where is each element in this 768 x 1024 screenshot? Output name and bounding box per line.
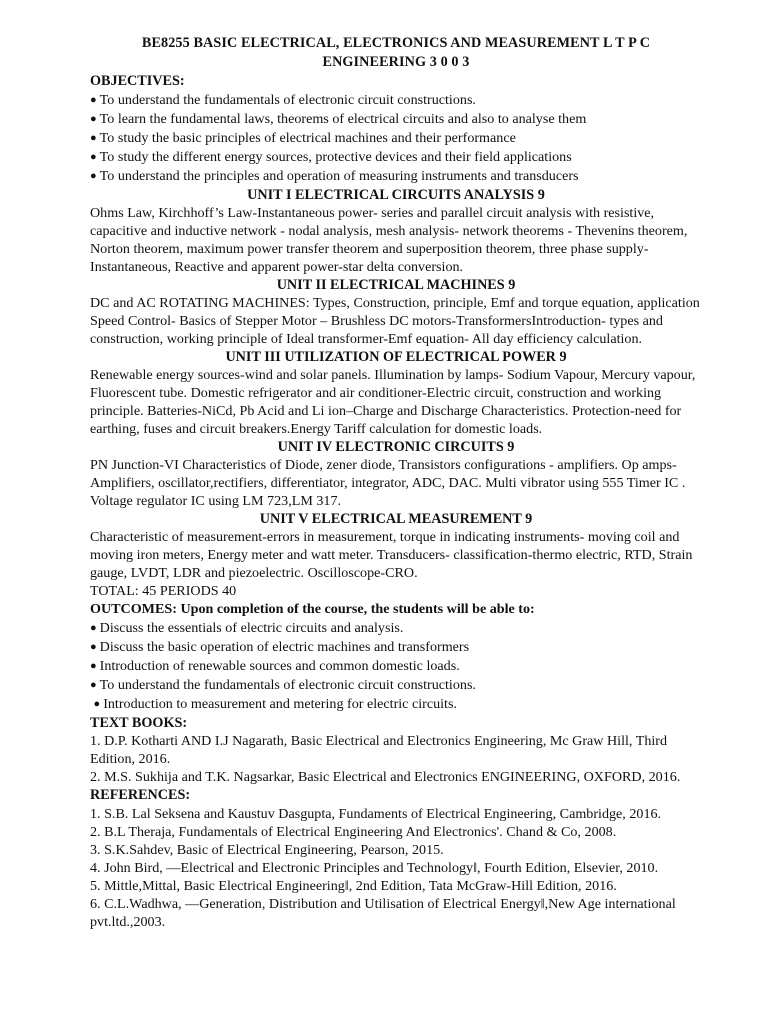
objectives-list	[90, 91, 702, 186]
bullet-icon: ●	[90, 150, 97, 163]
references-heading: REFERENCES:	[90, 787, 191, 803]
outcomes-intro: Upon completion of the course, the students will be able to:	[176, 600, 535, 617]
bullet-icon: ●	[90, 621, 97, 634]
reference-item: 2. B.L Theraja, Fundamentals of Electrical Engineering And Electronics'. Chand & Co, 2008.	[90, 823, 617, 840]
bullet-icon: ●	[90, 93, 97, 106]
list-item	[90, 619, 702, 638]
unit-1-content: Ohms Law, Kirchhoff’s Law-Instantaneous power- series and parallel circuit analysis with resistive, capacitive and inductive network - nodal analysis, mesh analysis- network theorems - Thevenins theorem, Norton theorem, maximum power transfer theorem and superposition theorem, three phase supply-Instantaneous, Reactive and apparent power-star delta conversion.	[90, 204, 688, 275]
list-item-text: Introduction of renewable sources and common domestic loads.	[99, 657, 460, 674]
unit-2-content: DC and AC ROTATING MACHINES: Types, Construction, principle, Emf and torque equation, application Speed Control- Basics of Stepper Motor – Brushless DC motors-TransformersIntroduction- types and construction, working principle of Ideal transformer-Emf equation- All day efficiency calculation.	[90, 294, 700, 347]
reference-item: 4. John Bird, ―Electrical and Electronic Principles and Technology‖, Fourth Edition, Elsevier, 2010.	[90, 859, 659, 876]
reference-item: 1. S.B. Lal Seksena and Kaustuv Dasgupta, Fundaments of Electrical Engineering, Cambridge, 2016.	[90, 805, 662, 822]
unit-5-title: UNIT V ELECTRICAL MEASUREMENT 9	[259, 510, 533, 527]
bullet-icon: ●	[90, 659, 97, 672]
unit-5-content: Characteristic of measurement-errors in measurement, torque in indicating instruments- moving coil and moving iron meters, Energy meter and watt meter. Transducers- classification-thermo electric, RTD, Strain gauge, LVDT, LDR and piezoelectric. Oscilloscope-CRO.	[90, 528, 693, 581]
list-item-text: To study the basic principles of electrical machines and their performance	[99, 129, 516, 146]
list-item-text: To learn the fundamental laws, theorems of electrical circuits and also to analyse them	[99, 110, 587, 127]
outcomes-heading: OUTCOMES:	[90, 600, 177, 617]
reference-item: 5. Mittle,Mittal, Basic Electrical Engineering‖, 2nd Edition, Tata McGraw-Hill Edition, 2016.	[90, 877, 617, 894]
bullet-icon: ●	[90, 169, 97, 182]
reference-item: 3. S.K.Sahdev, Basic of Electrical Engineering, Pearson, 2015.	[90, 841, 444, 858]
list-item	[90, 91, 702, 110]
list-item-text: To understand the fundamentals of electronic circuit constructions.	[99, 676, 476, 693]
outcomes-heading-line	[90, 600, 702, 619]
list-item	[90, 676, 702, 695]
list-item	[90, 695, 702, 714]
list-item	[90, 167, 702, 186]
course-title-line-2: ENGINEERING 3 0 0 3	[322, 54, 470, 70]
course-title-line-1: BE8255 BASIC ELECTRICAL, ELECTRONICS AND MEASUREMENT L T P C	[141, 35, 651, 51]
unit-4-title: UNIT IV ELECTRONIC CIRCUITS 9	[277, 438, 515, 455]
list-item-text: Discuss the basic operation of electric machines and transformers	[99, 638, 470, 655]
unit-3-title: UNIT III UTILIZATION OF ELECTRICAL POWER 9	[225, 348, 567, 365]
objectives-heading: OBJECTIVES:	[90, 73, 185, 89]
bullet-icon: ●	[93, 697, 101, 710]
text-book-item: 1. D.P. Kotharti AND I.J Nagarath, Basic Electrical and Electronics Engineering, Mc Graw Hill, Third Edition, 2016.	[90, 733, 668, 767]
bullet-icon: ●	[90, 131, 97, 144]
list-item-text: To study the different energy sources, protective devices and their field applications	[99, 148, 572, 165]
list-item-text: Introduction to measurement and metering for electric circuits.	[103, 695, 457, 712]
outcomes-list	[90, 619, 702, 714]
text-books-heading: TEXT BOOKS:	[90, 714, 188, 731]
list-item	[90, 657, 702, 676]
list-item-text: To understand the fundamentals of electronic circuit constructions.	[99, 91, 476, 108]
bullet-icon: ●	[90, 112, 97, 125]
bullet-icon: ●	[90, 640, 97, 653]
unit-2-title: UNIT II ELECTRICAL MACHINES 9	[276, 276, 516, 293]
unit-1-title: UNIT I ELECTRICAL CIRCUITS ANALYSIS 9	[247, 186, 545, 203]
list-item-text: To understand the principles and operation of measuring instruments and transducers	[99, 167, 579, 184]
list-item	[90, 110, 702, 129]
text-book-item: 2. M.S. Sukhija and T.K. Nagsarkar, Basic Electrical and Electronics ENGINEERING, OXFORD, 2016.	[90, 769, 681, 785]
list-item	[90, 148, 702, 167]
total-periods: TOTAL: 45 PERIODS 40	[90, 582, 237, 599]
list-item	[90, 638, 702, 657]
unit-3-content: Renewable energy sources-wind and solar panels. Illumination by lamps- Sodium Vapour, Mercury vapour, Fluorescent tube. Domestic refrigerator and air conditioner-Electric circuit, construction and working principle. Batteries-NiCd, Pb Acid and Li ion–Charge and Discharge Characteristics. Protection-need for earthing, fuses and circuit breakers.Energy Tariff calculation for domestic loads.	[90, 366, 696, 437]
bullet-icon: ●	[90, 678, 97, 691]
reference-item: 6. C.L.Wadhwa, ―Generation, Distribution and Utilisation of Electrical Energy‖,New Age international pvt.ltd.,2003.	[90, 895, 676, 930]
list-item	[90, 129, 702, 148]
list-item-text: Discuss the essentials of electric circuits and analysis.	[99, 619, 404, 636]
unit-4-content: PN Junction-VI Characteristics of Diode, zener diode, Transistors configurations - amplifiers. Op amps- Amplifiers, oscillator,rectifiers, differentiator, integrator, ADC, DAC. Multi vibrator using 555 Timer IC . Voltage regulator IC using LM 723,LM 317.	[90, 456, 686, 509]
